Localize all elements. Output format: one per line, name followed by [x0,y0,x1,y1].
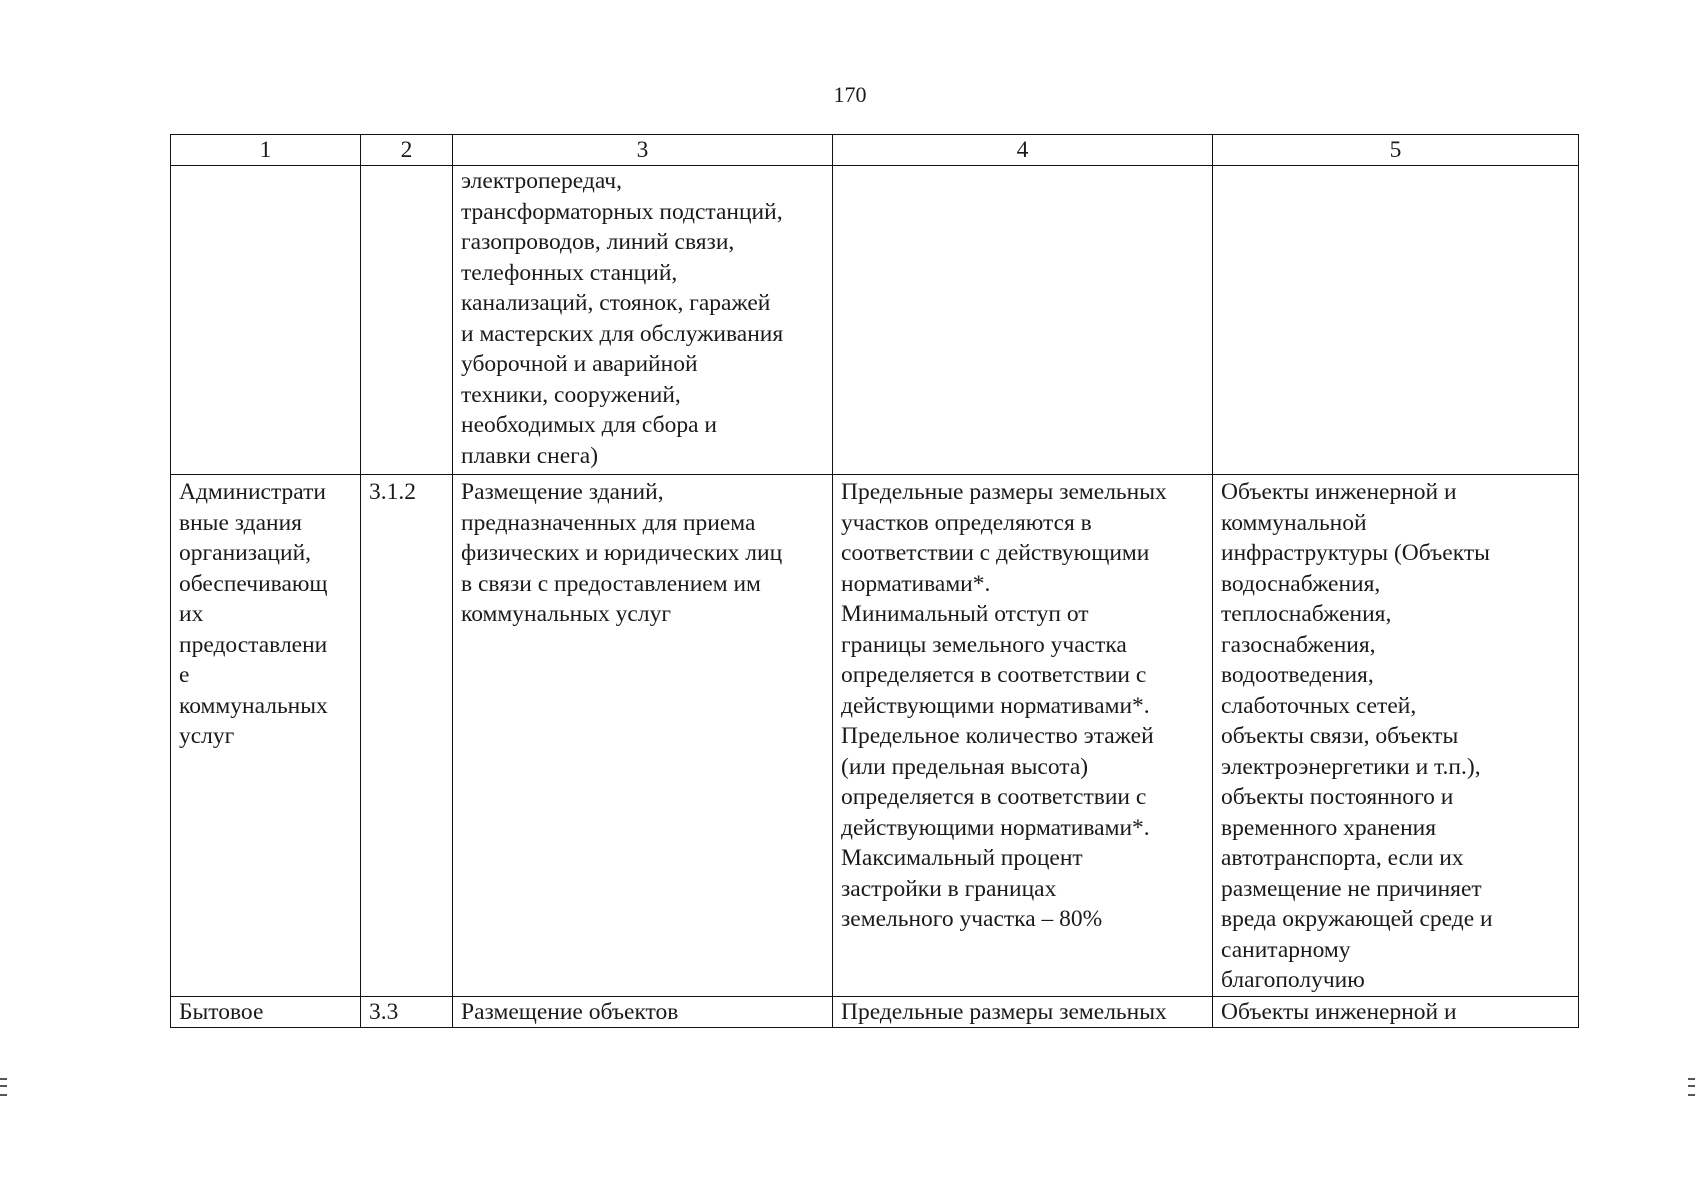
use-name-cell: Бытовое [171,996,361,1028]
table-header-row [171,135,1579,166]
land-use-table [170,134,1579,1028]
parameters-cell [833,166,1213,475]
use-name-cell [171,166,361,475]
page-number: 170 [833,82,867,107]
column-header: 4 [833,135,1213,166]
scan-edge-mark [0,1078,7,1096]
parameters-cell: Предельные размеры земельных участков определяются в соответствии с действующими нормативами*. Минимальный отступ от границы земельного участка определяется в соответствии с действующими нормативами*. Предельное количество этажей (или предельная высота) определяется в соответствии с действующими нормативами*. Максимальный процент застройки в границах земельного участка – 80% [833,475,1213,997]
use-code-cell: 3.1.2 [361,475,453,997]
use-code-cell: 3.3 [361,996,453,1028]
column-header: 1 [171,135,361,166]
scan-edge-mark [1688,1078,1695,1096]
use-name-cell: Администрати вные здания организаций, обеспечивающ их предоставлени е коммунальных услуг [171,475,361,997]
auxiliary-uses-cell: Объекты инженерной и коммунальной инфраструктуры (Объекты водоснабжения, теплоснабжения, газоснабжения, водоотведения, слаботочных сетей, объекты связи, объекты электроэнергетики и т.п.), объекты постоянного и временного хранения автотранспорта, если их размещение не причиняет вреда окружающей среде и санитарному благополучию [1213,475,1579,997]
table-row [171,475,1579,997]
use-description-cell: электропередач, трансформаторных подстанций, газопроводов, линий связи, телефонных станций, канализаций, стоянок, гаражей и мастерских для обслуживания уборочной и аварийной техники, сооружений, необходимых для сбора и плавки снега) [453,166,833,475]
auxiliary-uses-cell [1213,166,1579,475]
use-description-cell: Размещение зданий, предназначенных для приема физических и юридических лиц в связи с предоставлением им коммунальных услуг [453,475,833,997]
use-code-cell [361,166,453,475]
column-header: 3 [453,135,833,166]
table-row [171,996,1579,1028]
auxiliary-uses-cell: Объекты инженерной и [1213,996,1579,1028]
table-row [171,166,1579,475]
column-header: 2 [361,135,453,166]
column-header: 5 [1213,135,1579,166]
parameters-cell: Предельные размеры земельных [833,996,1213,1028]
use-description-cell: Размещение объектов [453,996,833,1028]
